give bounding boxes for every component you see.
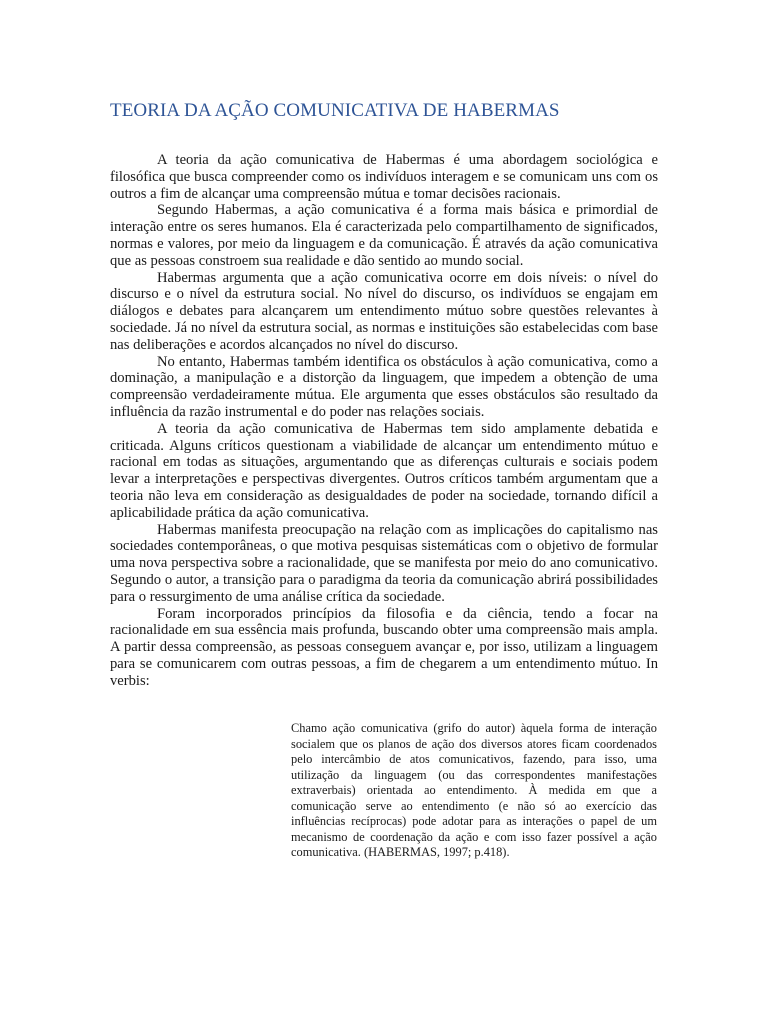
document-body xyxy=(110,152,658,690)
paragraph-1: A teoria da ação comunicativa de Habermas é uma abordagem sociológica e filosófica que busca compreender como os indivíduos interagem e se comunicam uns com os outros a fim de alcançar uma compreensão mútua e tomar decisões racionais. xyxy=(110,152,658,202)
block-quote: Chamo ação comunicativa (grifo do autor) àquela forma de interação socialem que os planos de ação dos diversos atores ficam coordenados pelo intercâmbio de atos comunicativos, fazendo, para isso, uma utilização da linguagem (ou das correspondentes manifestações extraverbais) orientada ao entendimento. À medida em que a comunicação serve ao entendimento (e não só ao exercício das influências recíprocas) pode adotar para as interações o papel de um mecanismo de coordenação da ação e com isso fazer possível a ação comunicativa. (HABERMAS, 1997; p.418). xyxy=(291,721,657,859)
paragraph-2: Segundo Habermas, a ação comunicativa é a forma mais básica e primordial de interação entre os seres humanos. Ela é caracterizada pelo compartilhamento de significados, normas e valores, por meio da linguagem e da comunicação. É através da ação comunicativa que as pessoas constroem sua realidade e dão sentido ao mundo social. xyxy=(110,202,658,269)
paragraph-6: Habermas manifesta preocupação na relação com as implicações do capitalismo nas sociedades contemporâneas, o que motiva pesquisas sistemáticas com o objetivo de formular uma nova perspectiva sobre a racionalidade, que se manifesta por meio do ano comunicativo. Segundo o autor, a transição para o paradigma da teoria da comunicação abrirá possibilidades para o ressurgimento de uma análise crítica da sociedade. xyxy=(110,521,658,605)
paragraph-7: Foram incorporados princípios da filosofia e da ciência, tendo a focar na racionalidade em sua essência mais profunda, buscando obter uma compreensão mais ampla. A partir dessa compreensão, as pessoas conseguem avançar e, por isso, utilizam a linguagem para se comunicarem com outras pessoas, a fim de chegarem a um entendimento mútuo. In verbis: xyxy=(110,605,658,689)
paragraph-5: A teoria da ação comunicativa de Habermas tem sido amplamente debatida e criticada. Alguns críticos questionam a viabilidade de alcançar um entendimento mútuo e racional em todas as situações, argumentando que as diferenças culturais e sociais podem levar a interpretações e perspectivas divergentes. Outros críticos também argumentam que a teoria não leva em consideração as desigualdades de poder na sociedade, tornando difícil a aplicabilidade prática da ação comunicativa. xyxy=(110,420,658,521)
paragraph-3: Habermas argumenta que a ação comunicativa ocorre em dois níveis: o nível do discurso e o nível da estrutura social. No nível do discurso, os indivíduos se engajam em diálogos e debates para alcançarem um entendimento mútuo sobre questões relevantes à sociedade. Já no nível da estrutura social, as normas e instituições são estabelecidas com base nas deliberações e acordos alcançados no nível do discurso. xyxy=(110,269,658,353)
document-title: TEORIA DA AÇÃO COMUNICATIVA DE HABERMAS xyxy=(110,100,560,121)
paragraph-4: No entanto, Habermas também identifica os obstáculos à ação comunicativa, como a dominação, a manipulação e a distorção da linguagem, que impedem a obtenção de uma compreensão verdadeiramente mútua. Ele argumenta que esses obstáculos são resultado da influência da razão instrumental e do poder nas relações sociais. xyxy=(110,353,658,420)
